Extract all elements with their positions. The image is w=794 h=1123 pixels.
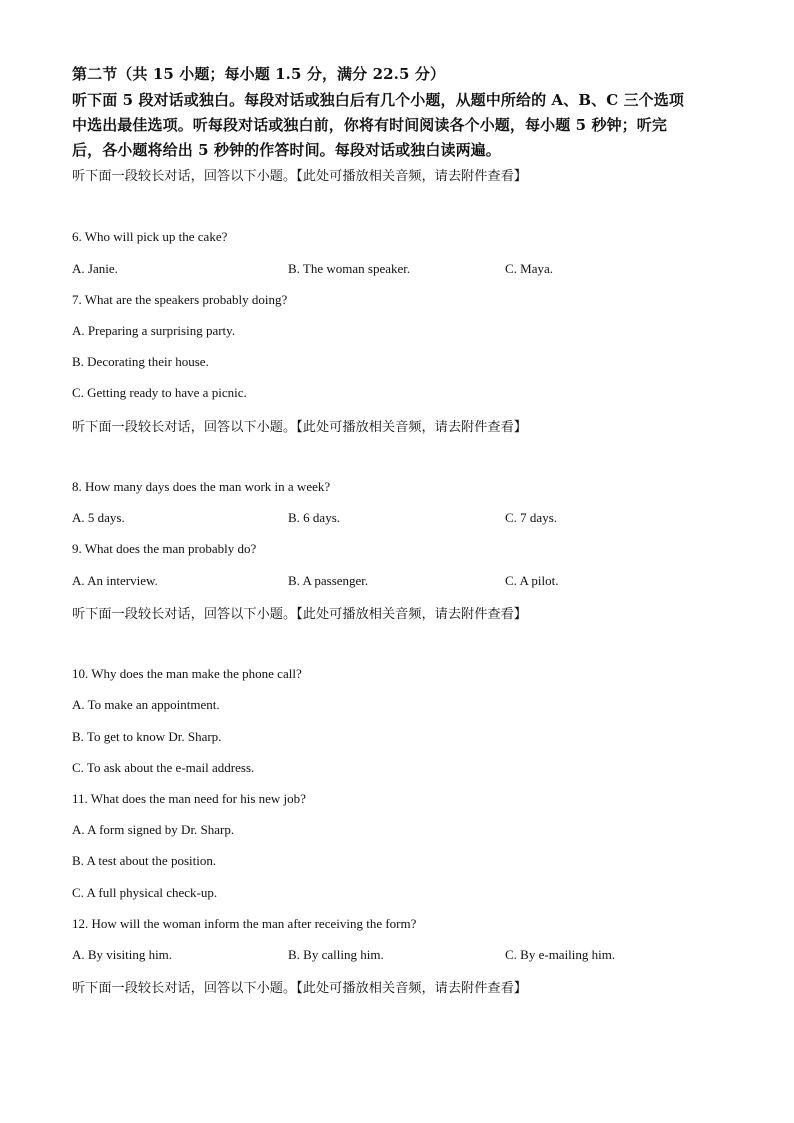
question-8-stem: 8. How many days does the man work in a week?: [72, 479, 331, 494]
question-12-option-c: C. By e-mailing him.: [505, 947, 616, 962]
question-7-option-b: B. Decorating their house.: [72, 354, 209, 369]
question-11-option-c: C. A full physical check-up.: [72, 885, 218, 900]
question-12-option-b: B. By calling him.: [288, 947, 384, 962]
question-8-option-b: B. 6 days.: [288, 510, 340, 525]
section-instructions-line-3: 后，各小题将给出 5 秒钟的作答时间。每段对话或独白读两遍。: [72, 141, 501, 159]
question-8-option-a: A. 5 days.: [72, 510, 125, 525]
section-title: 第二节（共 15 小题；每小题 1.5 分，满分 22.5 分）: [72, 65, 446, 83]
section-instructions-line-1: 听下面 5 段对话或独白。每段对话或独白后有几个小题，从题中所给的 A、B、C 三个选项: [72, 91, 684, 109]
question-6-option-b: B. The woman speaker.: [288, 261, 411, 276]
question-11-stem: 11. What does the man need for his new job?: [72, 791, 306, 806]
question-9-option-a: A. An interview.: [72, 573, 158, 588]
audio-prompt-4: 听下面一段较长对话，回答以下小题。【此处可播放相关音频，请去附件查看】: [72, 981, 527, 996]
question-6-option-c: C. Maya.: [505, 261, 554, 276]
question-7-option-c: C. Getting ready to have a picnic.: [72, 385, 247, 400]
question-11-option-a: A. A form signed by Dr. Sharp.: [72, 822, 235, 837]
question-10-option-a: A. To make an appointment.: [72, 697, 220, 712]
section-instructions-line-2: 中选出最佳选项。听每段对话或独白前，你将有时间阅读各个小题，每小题 5 秒钟；听完: [72, 116, 667, 134]
audio-prompt-1: 听下面一段较长对话，回答以下小题。【此处可播放相关音频，请去附件查看】: [72, 169, 527, 184]
question-9-option-b: B. A passenger.: [288, 573, 369, 588]
question-7-option-a: A. Preparing a surprising party.: [72, 323, 236, 338]
question-6-stem: 6. Who will pick up the cake?: [72, 229, 228, 244]
audio-prompt-2: 听下面一段较长对话，回答以下小题。【此处可播放相关音频，请去附件查看】: [72, 420, 527, 435]
question-8-option-c: C. 7 days.: [505, 510, 557, 525]
question-7-stem: 7. What are the speakers probably doing?: [72, 292, 288, 307]
question-11-option-b: B. A test about the position.: [72, 853, 217, 868]
question-10-option-c: C. To ask about the e-mail address.: [72, 760, 255, 775]
question-9-option-c: C. A pilot.: [505, 573, 559, 588]
question-6-option-a: A. Janie.: [72, 261, 118, 276]
audio-prompt-3: 听下面一段较长对话，回答以下小题。【此处可播放相关音频，请去附件查看】: [72, 607, 527, 622]
question-12-stem: 12. How will the woman inform the man after receiving the form?: [72, 916, 417, 931]
question-10-option-b: B. To get to know Dr. Sharp.: [72, 729, 222, 744]
question-9-stem: 9. What does the man probably do?: [72, 541, 257, 556]
question-10-stem: 10. Why does the man make the phone call?: [72, 666, 302, 681]
question-12-option-a: A. By visiting him.: [72, 947, 173, 962]
